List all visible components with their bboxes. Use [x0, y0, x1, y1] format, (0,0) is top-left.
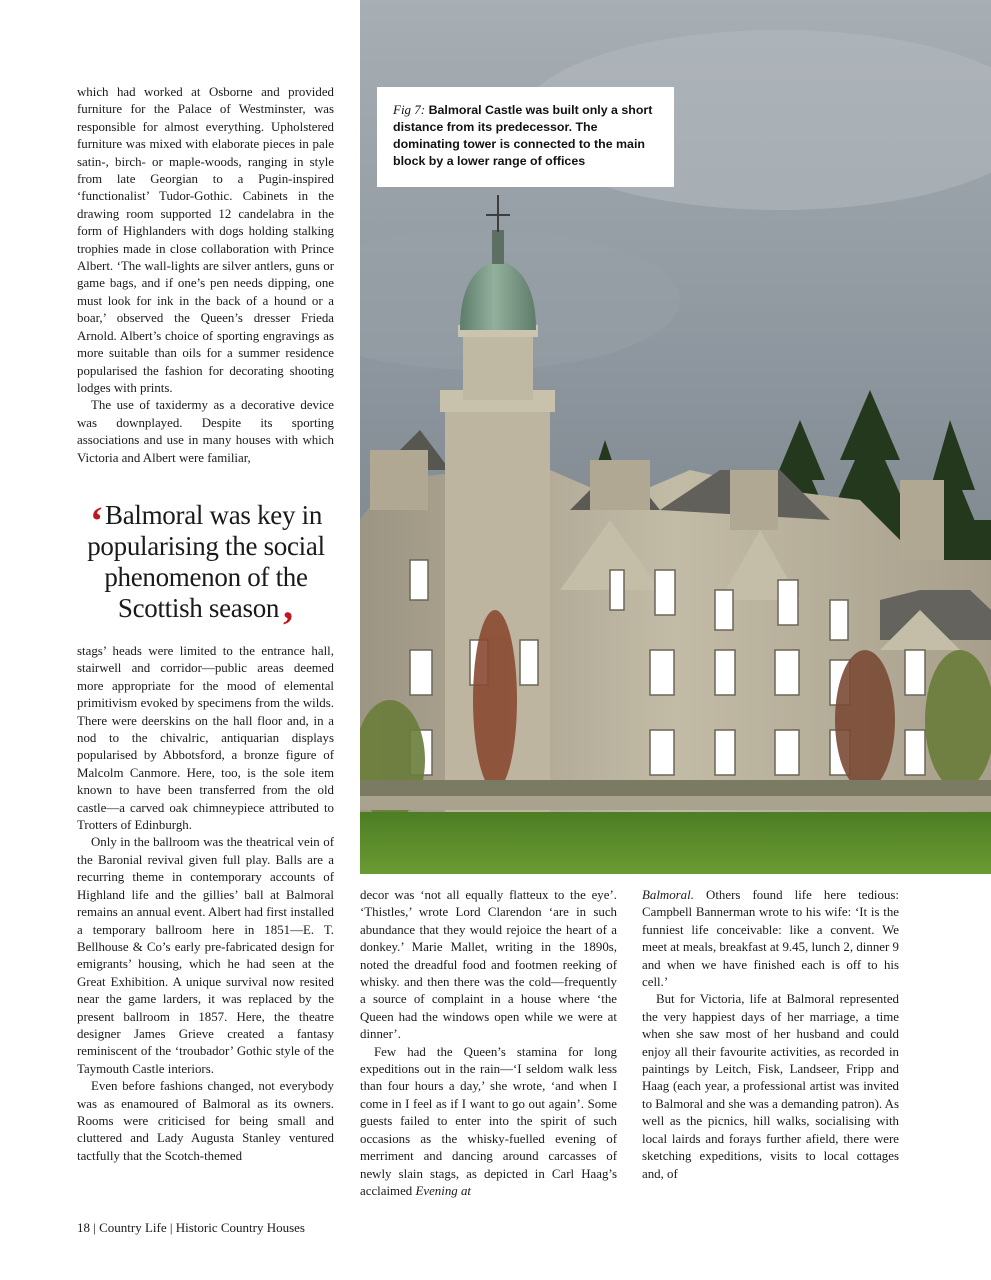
- paragraph: The use of taxidermy as a decorative device was downplayed. Despite its sporting associations and use in many houses with which Victoria and Albert were familiar,: [77, 398, 334, 465]
- left-column-top: [77, 84, 334, 467]
- pull-quote-text: Balmoral was key in popularising the social phenomenon of the Scottish season: [87, 500, 325, 623]
- page-folio: 18 | Country Life | Historic Country Houses: [77, 1220, 305, 1235]
- paragraph: decor was ‘not all equally flatteux to the eye’. ‘Thistles,’ wrote Lord Clarendon ‘are in such abundance that they would rejoice the heart of a donkey.’ Marie Mallet, writing in the 1890s, noted the dreadful food and footmen reeking of whisky. and then there was the cold—frequently a source of complaint in a house where ‘the Queen had the windows open while we were at dinner’.: [360, 888, 617, 1042]
- paragraph: But for Victoria, life at Balmoral represented the very happiest days of her marriage, a time when she saw most of her husband and could enjoy all their favourite activities, as recorded in paintings by Leitch, Fisk, Landseer, Fripp and Haag (each year, a professional artist was invited to Balmoral and she was a demanding patron). As well as the picnics, hill walks, socialising with local lairds and forays further afield, there were sketching expeditions, visits to local cottages and, of: [642, 992, 899, 1181]
- paragraph-with-italic-tail: [360, 1044, 617, 1201]
- figure-label: Fig 7:: [393, 102, 426, 117]
- pull-quote: [76, 498, 336, 648]
- left-column-bottom: [77, 643, 334, 1165]
- painting-title-part: Evening at: [415, 1183, 471, 1198]
- close-quote-mark: ’: [281, 603, 295, 648]
- figure-caption: [377, 87, 674, 187]
- paragraph: Even before fashions changed, not everybody was as enamoured of Balmoral as its owners. Rooms were criticised for being small and cluttered and Lady Augusta Stanley ventured tactfully that the Scotch-themed: [77, 1079, 334, 1163]
- paragraph-with-italic-head: [642, 887, 899, 991]
- middle-column: [360, 887, 617, 1200]
- paragraph: stags’ heads were limited to the entrance hall, stairwell and corridor—public areas deemed more appropriate for the mood of elemental primitivism evoked by specimens from the wilds. There were deerskins on the hall floor and, in a nod to the chivalric, antiquarian displays popularised by Abbotsford, a bronze figure of Malcolm Canmore. Here, too, is the sole item known to have been transferred from the old castle—a carved oak chimneypiece attributed to Trotters of Edinburgh.: [77, 644, 334, 833]
- painting-title-part: Balmoral.: [642, 888, 694, 902]
- right-column: [642, 887, 899, 1183]
- open-quote-mark: ‘: [89, 498, 104, 543]
- paragraph-text: Others found life here tedious: Campbell Bannerman wrote to his wife: ‘It is the funniest life conceivable: like a convent. We meet at meals, breakfast at 9.45, lunch 2, dinner 9 and when we have finished each is off to his cell.’: [642, 888, 899, 990]
- figure-caption-text: Balmoral Castle was built only a short distance from its predecessor. The dominating tower is connected to the main block by a lower range of offices: [393, 103, 653, 168]
- paragraph-text: Few had the Queen’s stamina for long expeditions out in the rain—‘I seldom walk less than four hours a day,’ she wrote, ‘and when I come in I feel as if I want to go out again’. Some guests failed to enter into the spirit of such occasions as the whisky-fuelled evening of merriment and dancing around carcasses of newly slain stags, as depicted in Carl Haag’s acclaimed: [360, 1044, 617, 1198]
- paragraph: which had worked at Osborne and provided furniture for the Palace of Westminster, was responsible for almost everything. Upholstered furniture was mixed with elaborate pieces in pale satin-, birch- or maple-woods, ranging in style from late Georgian to a Pugin-inspired ‘functionalist’ Tudor-Gothic. Cabinets in the drawing room supported 12 candelabra in the form of Highlanders with dogs holding stalking trophies made in close collaboration with Prince Albert. ‘The wall-lights are silver antlers, guns or game bags, and if one’s pen needs dipping, one must look for ink in the back of a hound or a boar,’ observed the Queen’s dresser Frieda Arnold. Albert’s choice of sporting engravings as more suitable than oils for a summer residence popularised the fashion for decorating shooting lodges with prints.: [77, 85, 334, 395]
- paragraph: Only in the ballroom was the theatrical vein of the Baronial revival given full play. Balls are a recurring theme in contemporary accounts of Highland life and the gillies’ ball at Balmoral remains an annual event. Albert had first installed a temporary ballroom here in 1851—E. T. Bellhouse & Co’s early pre-fabricated design for emigrants’ housing, which he had seen at the Great Exhibition. A unique survival now resited near the game larders, it was replaced by the present ballroom in 1857. Here, the theatre designer James Grieve created a fantasy reminiscent of the ‘troubador’ Gothic style of the Taymouth Castle interiors.: [77, 835, 334, 1076]
